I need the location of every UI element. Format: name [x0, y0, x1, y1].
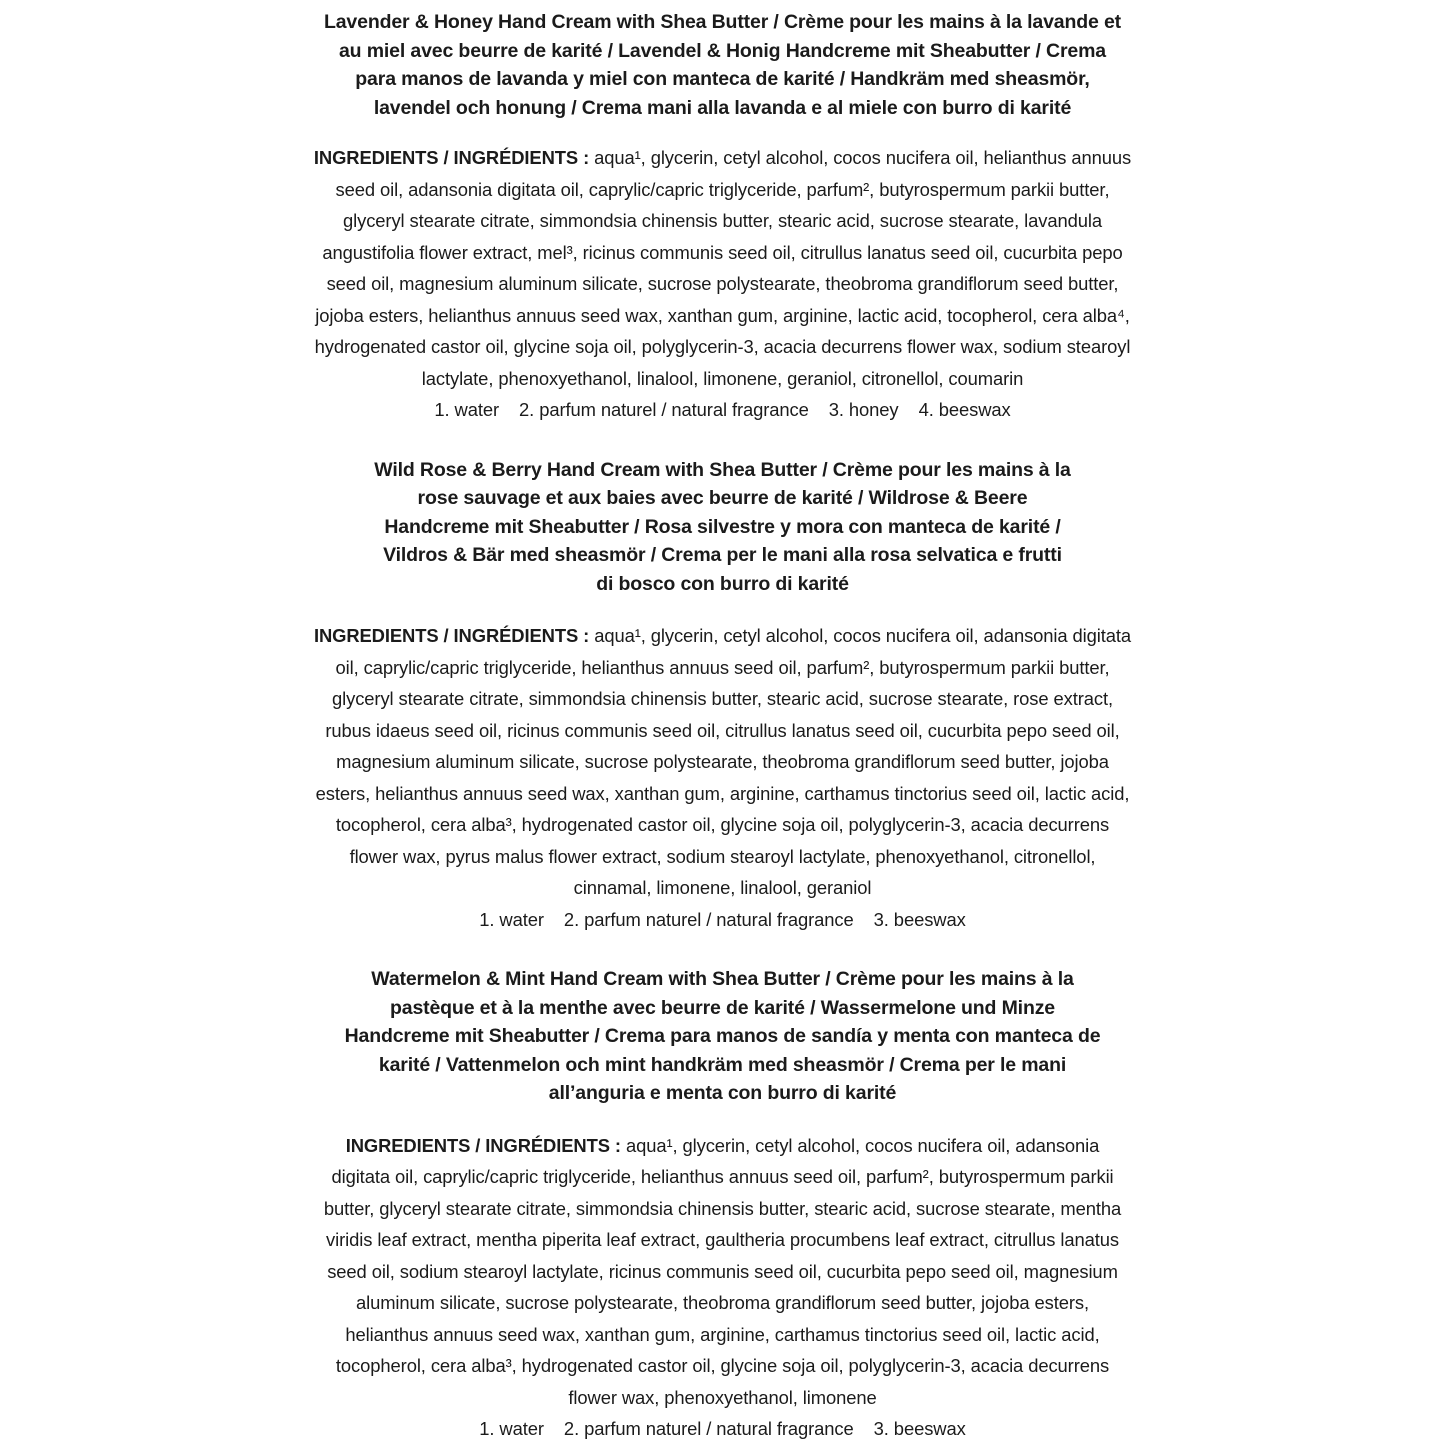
ingredients-label: INGREDIENTS / INGRÉDIENTS : — [345, 1134, 621, 1156]
product-ingredients — [323, 1130, 1123, 1414]
product-block-lavender-honey — [300, 8, 1145, 426]
ingredients-label: INGREDIENTS / INGRÉDIENTS : — [313, 625, 590, 646]
product-ingredients — [314, 620, 1132, 904]
ingredients-list: aqua¹, glycerin, cetyl alcohol, cocos nucifera oil, helianthus annuus seed oil, adansonia digitata oil, caprylic/capric triglyceride, parfum², butyrospermum parkii butter, glyceryl stearate citrate, simmondsia chinensis butter, stearic acid, sucrose stearate, lavandula angustifolia flower extract, mel³, ricinus communis seed oil, citrullus lanatus seed oil, cucurbita pepo seed oil, magnesium aluminum silicate, sucrose polystearate, theobroma grandiflorum seed butter, jojoba esters, helianthus annuus seed wax, xanthan gum, arginine, lactic acid, tocopherol, cera alba⁴, hydrogenated castor oil, glycine soja oil, polyglycerin-3, acacia decurrens flower wax, sodium stearoyl lactylate, phenoxyethanol, linalool, limonene, geraniol, citronellol, coumarin — [314, 147, 1132, 389]
product-title: Lavender & Honey Hand Cream with Shea Butter / Crème pour les mains à la lavande et au miel avec beurre de karité / Lavendel & Honig Handcreme mit Sheabutter / Crema para manos de lavanda y miel con manteca de karité / Handkräm med sheasmör, lavendel och honung / Crema mani alla lavanda e al miele con burro di karité — [323, 11, 1122, 119]
ingredients-list: aqua¹, glycerin, cetyl alcohol, cocos nucifera oil, adansonia digitata oil, caprylic/capric triglyceride, helianthus annuus seed oil, parfum², butyrospermum parkii butter, glyceryl stearate citrate, simmondsia chinensis butter, stearic acid, sucrose stearate, mentha viridis leaf extract, mentha piperita leaf extract, gaultheria procumbens leaf extract, citrullus lanatus seed oil, sodium stearoyl lactylate, ricinus communis seed oil, cucurbita pepo seed oil, magnesium aluminum silicate, sucrose polystearate, theobroma grandiflorum seed butter, jojoba esters, helianthus annuus seed wax, xanthan gum, arginine, carthamus tinctorius seed oil, lactic acid, tocopherol, cera alba³, hydrogenated castor oil, glycine soja oil, polyglycerin-3, acacia decurrens flower wax, phenoxyethanol, limonene — [323, 1134, 1122, 1408]
product-title: Watermelon & Mint Hand Cream with Shea Butter / Crème pour les mains à la pastèque et à la menthe avec beurre de karité / Wassermelone und Minze Handcreme mit Sheabutter / Crema para manos de sandía y menta con manteca de karité / Vattenmelon och mint handkräm med sheasmör / Crema per le mani all’anguria e menta con burro di karité — [344, 968, 1101, 1104]
product-footnotes: 1. water 2. parfum naturel / natural fragrance 3. honey 4. beeswax — [434, 399, 1011, 420]
product-footnotes: 1. water 2. parfum naturel / natural fragrance 3. beeswax — [479, 1418, 966, 1439]
product-block-watermelon-mint — [300, 965, 1145, 1445]
product-block-wild-rose-berry — [300, 456, 1145, 936]
product-title: Wild Rose & Berry Hand Cream with Shea Butter / Crème pour les mains à la rose sauvage et aux baies avec beurre de karité / Wildrose & Beere Handcreme mit Sheabutter / Rosa silvestre y mora con manteca de karité / Vildros & Bär med sheasmör / Crema per le mani alla rosa selvatica e frutti di bosco con burro di karité — [374, 458, 1071, 595]
ingredients-label: INGREDIENTS / INGRÉDIENTS : — [313, 147, 590, 168]
product-ingredients — [303, 142, 1143, 394]
product-footnotes: 1. water 2. parfum naturel / natural fragrance 3. beeswax — [479, 908, 966, 930]
ingredients-list: aqua¹, glycerin, cetyl alcohol, cocos nucifera oil, adansonia digitata oil, caprylic/capric triglyceride, helianthus annuus seed oil, parfum², butyrospermum parkii butter, glyceryl stearate citrate, simmondsia chinensis butter, stearic acid, sucrose stearate, rose extract, rubus idaeus seed oil, ricinus communis seed oil, citrullus lanatus seed oil, cucurbita pepo seed oil, magnesium aluminum silicate, sucrose polystearate, theobroma grandiflorum seed butter, jojoba esters, helianthus annuus seed wax, xanthan gum, arginine, carthamus tinctorius seed oil, lactic acid, tocopherol, cera alba³, hydrogenated castor oil, glycine soja oil, polyglycerin-3, acacia decurrens flower wax, pyrus malus flower extract, sodium stearoyl lactylate, phenoxyethanol, citronellol, cinnamal, limonene, linalool, geraniol — [315, 625, 1132, 898]
